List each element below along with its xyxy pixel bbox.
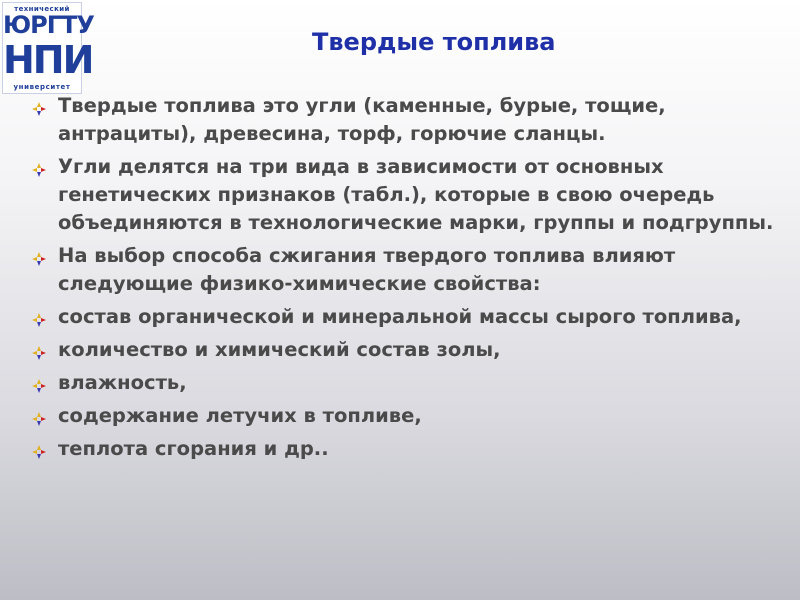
bullet-text: состав органической и минеральной массы сырого топлива,: [58, 305, 742, 328]
four-arrow-bullet-icon: [32, 346, 46, 360]
bullet-text: количество и химический состав золы,: [58, 338, 501, 361]
bullet-item: [30, 369, 780, 397]
bullet-list: [30, 92, 780, 468]
four-arrow-bullet-icon: [32, 102, 46, 116]
logo-top-text: технический: [14, 5, 70, 13]
four-arrow-bullet-icon: [32, 412, 46, 426]
four-arrow-bullet-icon: [32, 252, 46, 266]
bullet-text: На выбор способа сжигания твердого топлива влияют следующие физико-химические свойства:: [58, 244, 676, 295]
logo-line1: ЮРГТУ: [3, 11, 94, 39]
four-arrow-bullet-icon: [32, 163, 46, 177]
bullet-item: [30, 435, 780, 463]
bullet-text: теплота сгорания и др..: [58, 437, 329, 460]
slide-title: Твердые топлива: [312, 28, 556, 56]
bullet-item: [30, 153, 780, 237]
bullet-text: Угли делятся на три вида в зависимости от основных генетических признаков (табл.), которые в свою очередь объединяются в технологические марки, группы и подгруппы.: [58, 155, 774, 234]
logo-bottom-text: университет: [13, 83, 71, 91]
bullet-item: [30, 336, 780, 364]
bullet-item: [30, 303, 780, 331]
bullet-text: Твердые топлива это угли (каменные, бурые, тощие, антрациты), древесина, торф, горючие сланцы.: [58, 94, 666, 145]
logo-line2: НПИ: [3, 38, 93, 82]
four-arrow-bullet-icon: [32, 445, 46, 459]
four-arrow-bullet-icon: [32, 379, 46, 393]
bullet-text: содержание летучих в топливе,: [58, 404, 422, 427]
bullet-item: [30, 402, 780, 430]
four-arrow-bullet-icon: [32, 313, 46, 327]
bullet-item: [30, 92, 780, 148]
university-logo: [2, 2, 94, 94]
bullet-item: [30, 242, 780, 298]
bullet-text: влажность,: [58, 371, 187, 394]
